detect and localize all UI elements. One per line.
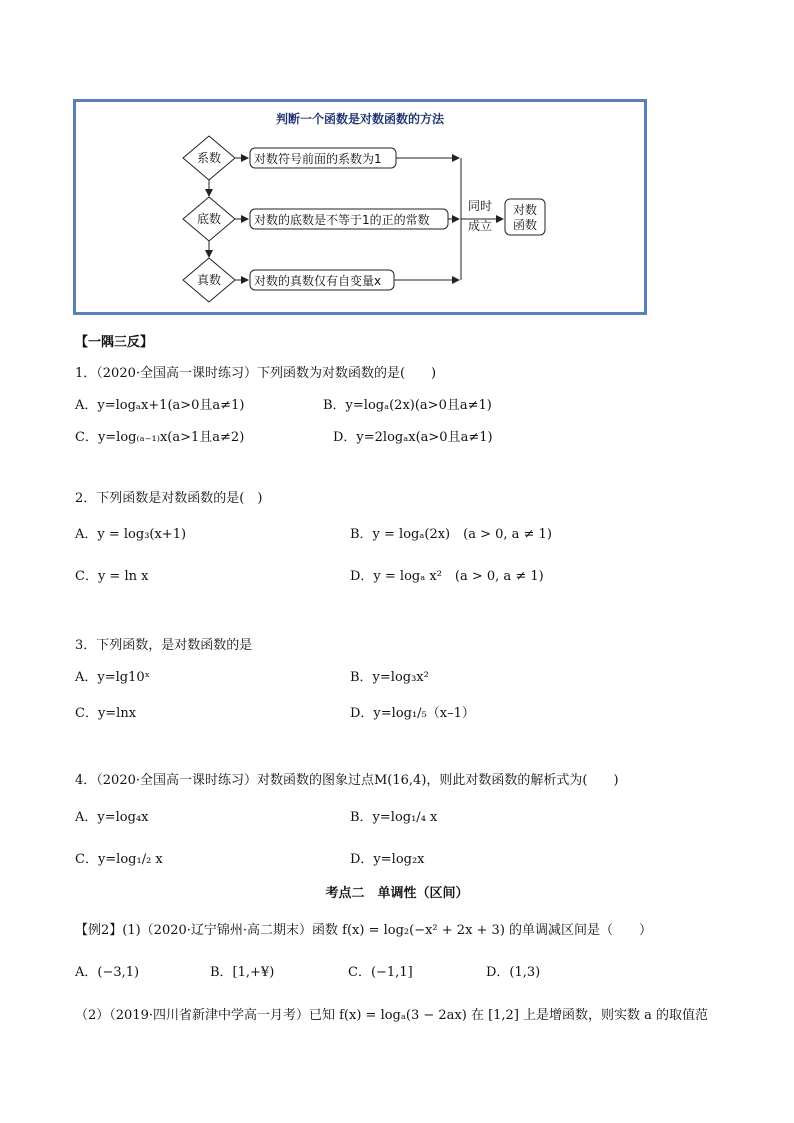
join-label: 同时 [467,199,493,213]
condition-text: 对数符号前面的系数为1 [254,152,382,166]
section-heading: 【一隅三反】 [75,335,154,350]
q3-stem: 3．下列函数，是对数函数的是 [75,638,253,653]
ex2-option-a: A．(−3,1) [75,965,140,980]
q2-option-c: C．y = ln x [75,569,149,584]
diamond-label: 底数 [196,212,222,226]
result-text: 对数 [512,203,538,217]
diamond-label: 真数 [196,273,222,287]
ex2-option-d: D．(1,3) [486,965,541,980]
q2-stem: 2．下列函数是对数函数的是( ) [75,491,263,506]
q4-option-a: A．y=log₄x [75,810,149,825]
q4-option-d: D．y=log₂x [350,852,425,867]
q3-option-a: A．y=lg10ˣ [75,670,151,685]
ex2-part2: （2）（2019·四川省新津中学高一月考）已知 f(x) = logₐ(3 − 2ax) 在 [1,2] 上是增函数，则实数 a 的取值范 [75,1008,709,1023]
diagram-title: 判断一个函数是对数函数的方法 [275,112,444,126]
q1-option-d: D．y=2logₐx(a>0且a≠1) [333,430,493,445]
join-label: 成立 [467,219,493,233]
condition-text: 对数的真数仅有自变量x [254,274,382,288]
q2-option-b: B．y = logₐ(2x) (a > 0, a ≠ 1) [350,527,552,542]
q4-option-c: C．y=log₁/₂ x [75,852,163,867]
section2-title: 考点二 单调性（区间） [325,886,469,901]
result-text: 函数 [512,218,538,232]
q1-stem: 1．（2020·全国高一课时练习）下列函数为对数函数的是( ) [75,366,437,381]
ex2-stem: 【例2】(1)（2020·辽宁锦州·高二期末）函数 f(x) = log₂(−x² + 2x + 3) 的单调减区间是（ ） [75,923,653,938]
q3-option-d: D．y=log₁/₅（x–1） [350,706,475,721]
q4-option-b: B．y=log₁/₄ x [350,810,438,825]
q1-option-b: B．y=logₐ(2x)(a>0且a≠1) [323,398,492,413]
q1-option-a: A．y=logₐx+1(a>0且a≠1) [75,398,245,413]
q1-option-c: C．y=log₍ₐ₋₁₎x(a>1且a≠2) [75,430,245,445]
diamond-label: 系数 [196,151,222,165]
q2-option-a: A．y = log₃(x+1) [75,527,187,542]
ex2-option-c: C．(−1,1] [348,965,413,980]
condition-text: 对数的底数是不等于1的正的常数 [254,213,430,227]
flowchart-frame [73,99,647,315]
q3-option-c: C．y=lnx [75,706,137,721]
ex2-option-b: B．[1,+¥) [210,965,275,980]
q2-option-d: D．y = logₐ x² (a > 0, a ≠ 1) [350,569,544,584]
q4-stem: 4．（2020·全国高一课时练习）对数函数的图象过点M(16,4)，则此对数函数的解析式为( ) [75,773,619,788]
flowchart-svg [76,102,644,312]
q3-option-b: B．y=log₃x² [350,670,429,685]
